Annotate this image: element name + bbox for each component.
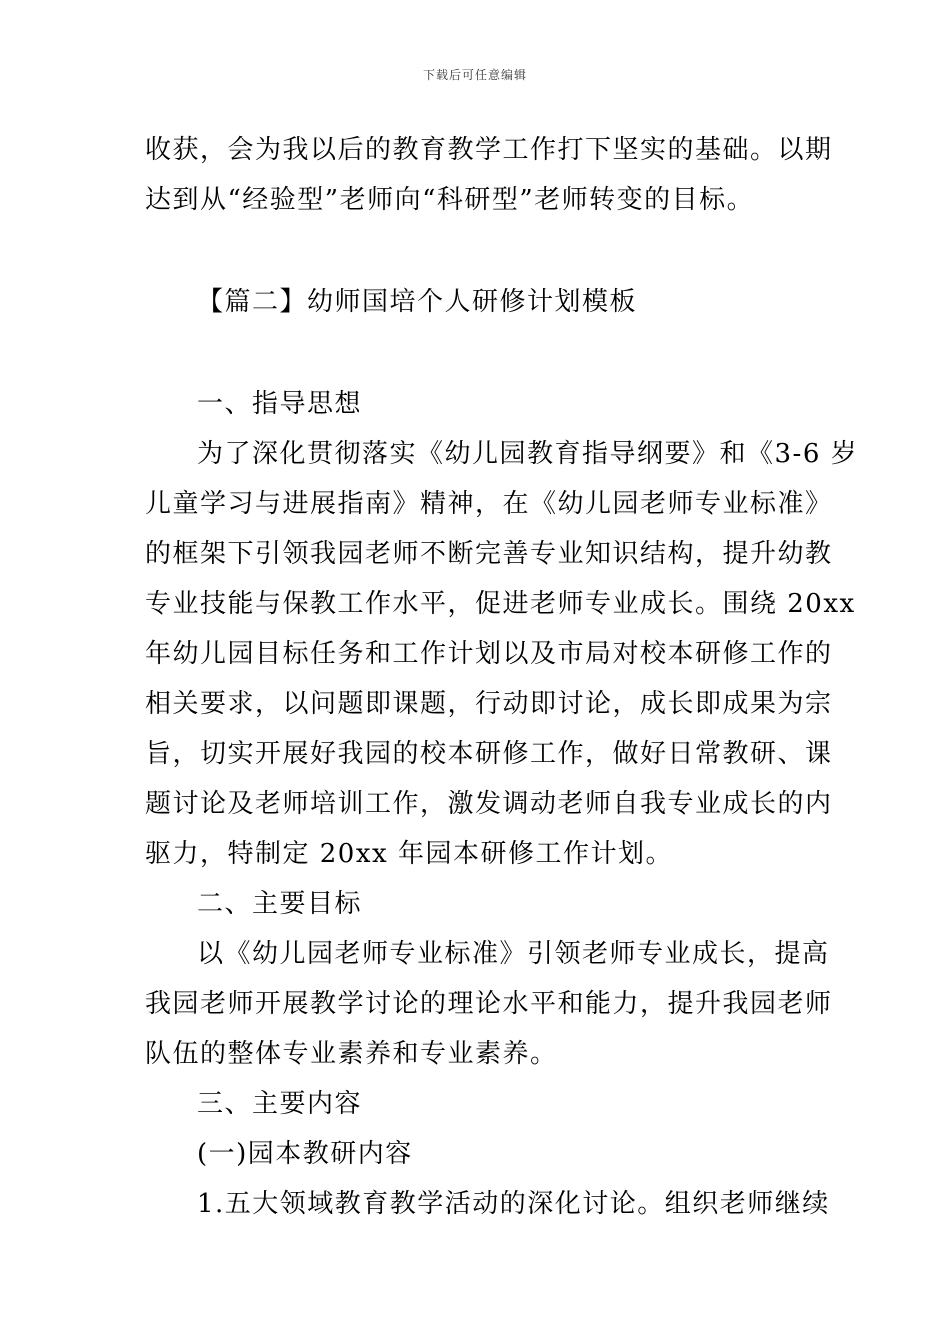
spacer	[145, 327, 813, 379]
paragraph-line: 队伍的整体专业素养和专业素养。	[145, 1039, 558, 1069]
spacer	[145, 225, 813, 277]
heading-guiding-thought: 一、指导思想	[197, 389, 363, 419]
page-header-note: 下载后可任意编辑	[422, 68, 527, 82]
paragraph-line: 相关要求，以问题即课题，行动即讨论，成长即成果为宗	[145, 689, 833, 719]
paragraph-line: 专业技能与保教工作水平，促进老师专业成长。围绕 20xx	[145, 589, 856, 619]
paragraph-line: 以《幼儿园老师专业标准》引领老师专业成长，提高	[197, 939, 830, 969]
paragraph-line: 旨，切实开展好我园的校本研修工作，做好日常教研、课	[145, 739, 833, 769]
paragraph-line: 1.五大领域教育教学活动的深化讨论。组织老师继续	[197, 1189, 830, 1219]
paragraph-line: 的框架下引领我园老师不断完善专业知识结构，提升幼教	[145, 539, 833, 569]
paragraph-line: 达到从“经验型”老师向“科研型”老师转变的目标。	[145, 185, 755, 215]
paragraph-line: 儿童学习与进展指南》精神，在《幼儿园老师专业标准》	[145, 489, 833, 519]
paragraph-line: 为了深化贯彻落实《幼儿园教育指导纲要》和《3-6 岁	[197, 439, 859, 469]
paragraph-line: 年幼儿园目标任务和工作计划以及市局对校本研修工作的	[145, 639, 833, 669]
section-title: 【篇二】幼师国培个人研修计划模板	[197, 287, 638, 317]
paragraph-line: 收获，会为我以后的教育教学工作打下坚实的基础。以期	[145, 135, 833, 165]
paragraph-line: 我园老师开展教学讨论的理论水平和能力，提升我园老师	[145, 989, 833, 1019]
paragraph-line: 题讨论及老师培训工作，激发调动老师自我专业成长的内	[145, 789, 833, 819]
subheading-research-content: (一)园本教研内容	[197, 1139, 413, 1169]
heading-main-goals: 二、主要目标	[197, 889, 363, 919]
heading-main-content: 三、主要内容	[197, 1089, 363, 1119]
paragraph-line: 驱力，特制定 20xx 年园本研修工作计划。	[145, 839, 673, 869]
document-body	[145, 125, 859, 1229]
